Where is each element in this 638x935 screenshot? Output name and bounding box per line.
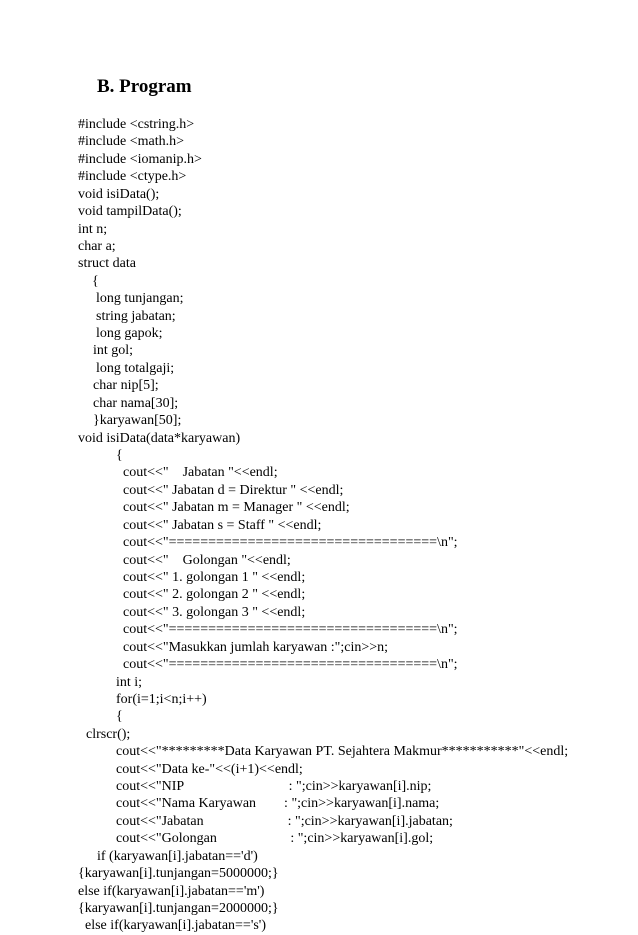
- code-line: int i;: [116, 674, 143, 690]
- code-line: if (karyawan[i].jabatan=='d'): [97, 848, 258, 864]
- code-line: #include <iomanip.h>: [78, 151, 202, 167]
- code-line: else if(karyawan[i].jabatan=='s'): [85, 918, 266, 934]
- code-line: cout<<"==================================\n";: [123, 535, 458, 551]
- code-line: {karyawan[i].tunjangan=2000000;}: [78, 900, 279, 916]
- code-line: long totalgaji;: [96, 360, 175, 376]
- code-line: cout<<"Nama Karyawan : ";cin>>karyawan[i].nama;: [116, 796, 440, 812]
- code-line: cout<<"*********Data Karyawan PT. Sejahtera Makmur***********"<<endl;: [116, 744, 569, 760]
- code-line: cout<<" 2. golongan 2 " <<endl;: [123, 587, 306, 603]
- code-line: char nama[30];: [93, 395, 179, 411]
- code-line: {: [92, 273, 99, 289]
- code-line: cout<<" Golongan "<<endl;: [123, 552, 291, 568]
- code-line: }karyawan[50];: [93, 413, 182, 429]
- code-line: {karyawan[i].tunjangan=5000000;}: [78, 866, 279, 882]
- code-line: cout<<"==================================\n";: [123, 622, 458, 638]
- code-line: char a;: [78, 238, 116, 254]
- code-line: cout<<" Jabatan d = Direktur " <<endl;: [123, 482, 344, 498]
- code-line: cout<<" Jabatan m = Manager " <<endl;: [123, 500, 350, 516]
- code-line: cout<<" 1. golongan 1 " <<endl;: [123, 569, 306, 585]
- code-line: long tunjangan;: [96, 291, 184, 307]
- code-line: {: [116, 709, 123, 725]
- code-line: #include <ctype.h>: [78, 169, 187, 185]
- code-line: string jabatan;: [96, 308, 176, 324]
- code-line: cout<<"NIP : ";cin>>karyawan[i].nip;: [116, 779, 432, 795]
- code-line: void isiData(data*karyawan): [78, 430, 241, 446]
- code-line: cout<<"==================================\n";: [123, 657, 458, 673]
- code-line: cout<<" 3. golongan 3 " <<endl;: [123, 604, 306, 620]
- code-line: cout<<" Jabatan s = Staff " <<endl;: [123, 517, 322, 533]
- section-heading: B. Program: [97, 76, 192, 97]
- code-line: cout<<" Jabatan "<<endl;: [123, 465, 278, 481]
- code-line: #include <cstring.h>: [78, 117, 195, 132]
- code-line: struct data: [78, 256, 136, 272]
- code-listing: [0, 116, 638, 935]
- code-line: cout<<"Masukkan jumlah karyawan :";cin>>n;: [123, 639, 389, 655]
- code-line: char nip[5];: [93, 378, 159, 394]
- code-line: #include <math.h>: [78, 134, 184, 150]
- code-line: cout<<"Jabatan : ";cin>>karyawan[i].jabatan;: [116, 813, 453, 829]
- code-line: clrscr();: [86, 726, 131, 742]
- code-line: {: [116, 448, 123, 464]
- code-line: void isiData();: [78, 186, 160, 202]
- code-line: cout<<"Data ke-"<<(i+1)<<endl;: [116, 761, 303, 777]
- code-line: for(i=1;i<n;i++): [116, 691, 207, 707]
- code-line: int gol;: [93, 343, 134, 359]
- code-line: int n;: [78, 221, 108, 237]
- code-line: else if(karyawan[i].jabatan=='m'): [78, 883, 265, 899]
- code-line: cout<<"Golongan : ";cin>>karyawan[i].gol;: [116, 831, 434, 847]
- code-line: void tampilData();: [78, 204, 182, 220]
- code-line: long gapok;: [96, 326, 163, 342]
